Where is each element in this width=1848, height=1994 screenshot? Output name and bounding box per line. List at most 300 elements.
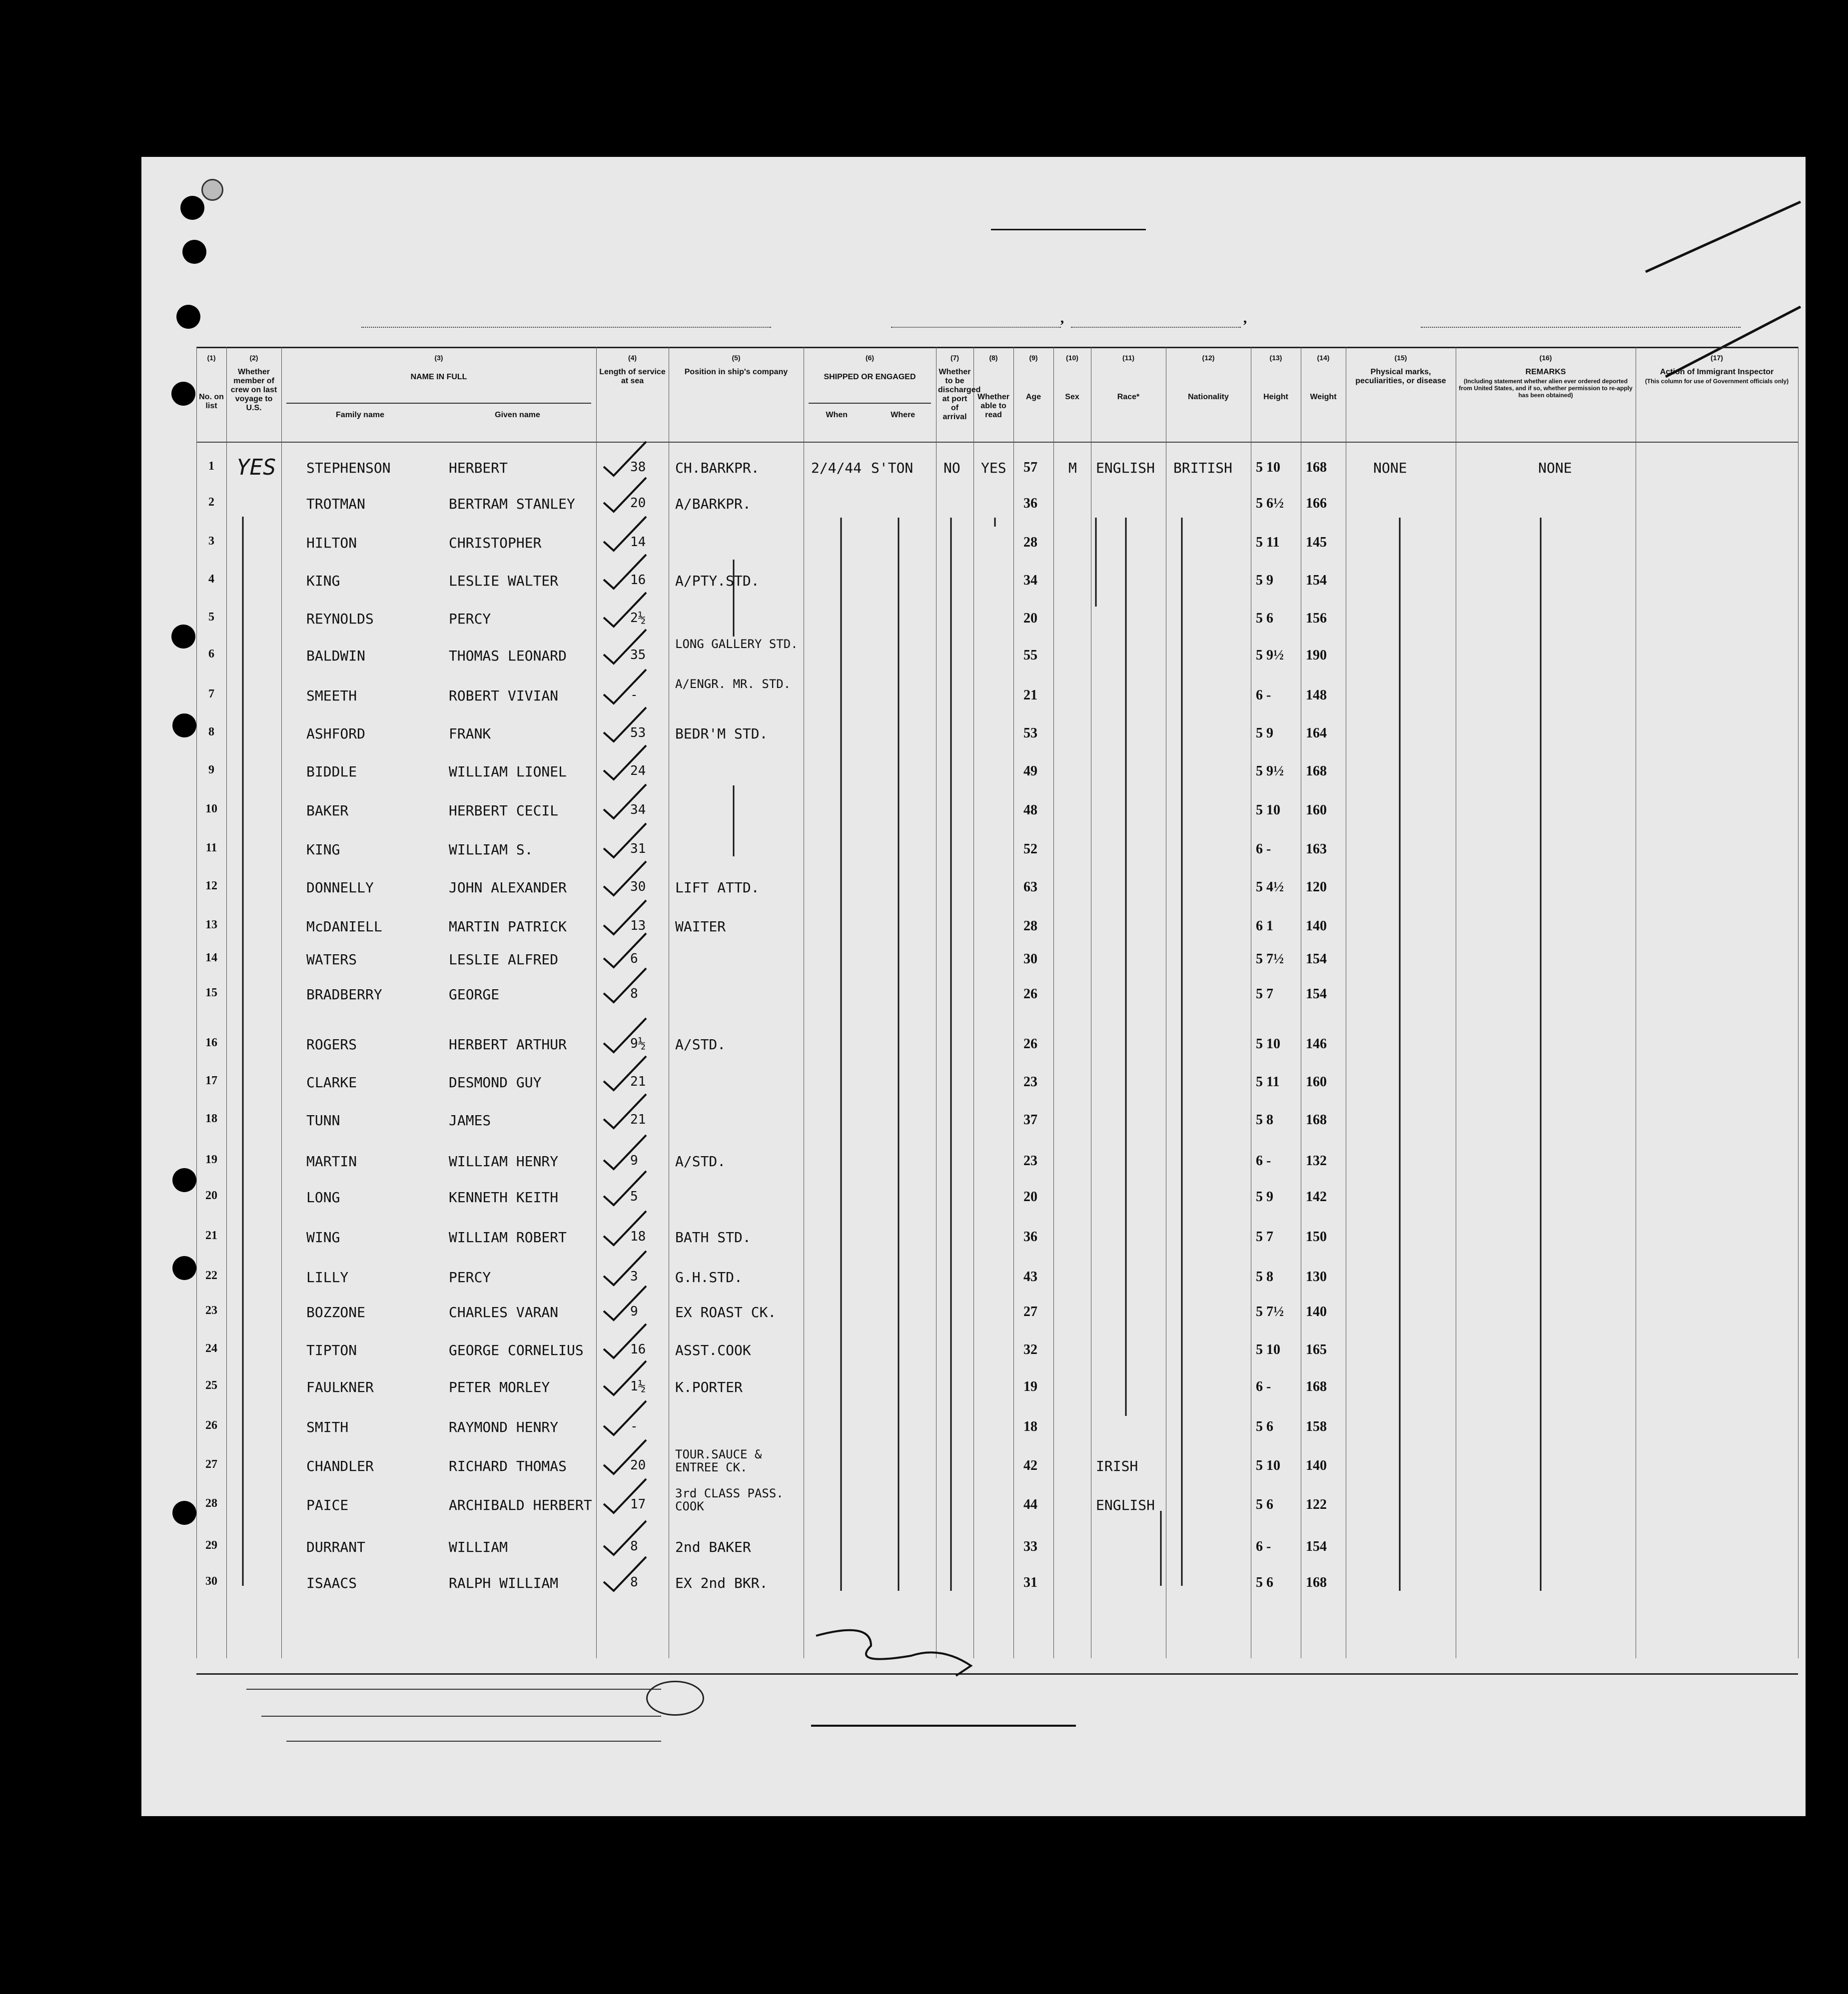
- row-number: 8: [208, 725, 214, 738]
- height: 5 6: [1256, 1497, 1273, 1512]
- length-of-service: 3: [630, 1269, 638, 1284]
- column-number: (16): [1539, 354, 1552, 362]
- column-header: Length of service at sea: [599, 368, 666, 385]
- punch-hole: [171, 625, 195, 649]
- race: ENGLISH: [1096, 460, 1155, 476]
- column-number: (13): [1269, 354, 1282, 362]
- column-number: (11): [1122, 354, 1135, 362]
- column-header-note: (Including statement whether alien ever ordered deported from United States, and if so, whether permission to re-apply has been obtained): [1459, 378, 1633, 399]
- weight: 120: [1306, 879, 1327, 895]
- row-number: 11: [205, 841, 217, 854]
- family-name: BALDWIN: [306, 648, 366, 664]
- ship-position: ASST.COOK: [675, 1342, 751, 1358]
- check-mark: [604, 1479, 646, 1513]
- age: 42: [1023, 1458, 1037, 1473]
- punch-hole: [180, 196, 204, 220]
- length-of-service: 21: [630, 1112, 646, 1127]
- ship-position: 2nd BAKER: [675, 1539, 751, 1555]
- check-mark: [604, 1094, 646, 1128]
- height: 5 6½: [1256, 496, 1284, 511]
- age: 43: [1023, 1269, 1037, 1285]
- ship-position: CH.BARKPR.: [675, 460, 760, 476]
- column-header: SHIPPED OR ENGAGED: [824, 373, 916, 381]
- column-header: NAME IN FULL: [410, 373, 467, 381]
- race: IRISH: [1096, 1458, 1138, 1474]
- family-name: McDANIELL: [306, 918, 382, 935]
- age: 57: [1023, 460, 1037, 475]
- length-of-service: 6: [630, 951, 638, 966]
- column-number: (2): [249, 354, 258, 362]
- title-underline: [991, 229, 1146, 230]
- column-header: No. on list: [199, 393, 224, 410]
- shipped-when: 2/4/44: [811, 460, 862, 476]
- column-number: (1): [207, 354, 216, 362]
- column-header: Race*: [1117, 393, 1140, 401]
- height: 5 8: [1256, 1269, 1273, 1285]
- family-name: WATERS: [306, 951, 357, 968]
- ship-position: EX ROAST CK.: [675, 1304, 777, 1321]
- row-number: 30: [205, 1575, 217, 1588]
- given-name: RICHARD THOMAS: [449, 1458, 567, 1474]
- age: 36: [1023, 1229, 1037, 1245]
- weight: 165: [1306, 1342, 1327, 1357]
- given-name: ROBERT VIVIAN: [449, 687, 559, 704]
- age: 63: [1023, 879, 1037, 895]
- family-name: TUNN: [306, 1112, 340, 1129]
- length-of-service: 21: [630, 1074, 646, 1089]
- length-of-service: 53: [630, 725, 646, 740]
- weight: 122: [1306, 1497, 1327, 1512]
- weight: 154: [1306, 951, 1327, 967]
- column-number: (15): [1394, 354, 1407, 362]
- height: 6 -: [1256, 687, 1271, 703]
- length-of-service: 16: [630, 1342, 646, 1357]
- column-number: (14): [1317, 354, 1330, 362]
- length-of-service: 8: [630, 986, 638, 1001]
- given-name: KENNETH KEITH: [449, 1189, 559, 1206]
- check-mark: [604, 707, 646, 741]
- length-of-service: 13: [630, 918, 646, 933]
- column-header: REMARKS: [1525, 368, 1566, 376]
- length-of-service: 17: [630, 1497, 646, 1512]
- family-name: BRADBERRY: [306, 986, 382, 1003]
- weight: 156: [1306, 611, 1327, 626]
- check-mark: [604, 1557, 646, 1591]
- family-name: REYNOLDS: [306, 611, 374, 627]
- height: 5 10: [1256, 1036, 1280, 1052]
- weight: 158: [1306, 1419, 1327, 1434]
- length-of-service: 35: [630, 648, 646, 663]
- weight: 168: [1306, 1575, 1327, 1590]
- column-header: Sex: [1065, 393, 1079, 401]
- age: 36: [1023, 496, 1037, 511]
- check-mark: [604, 593, 646, 627]
- family-name: LONG: [306, 1189, 340, 1206]
- weight: 168: [1306, 1112, 1327, 1128]
- age: 32: [1023, 1342, 1037, 1357]
- column-header-note: (This column for use of Government officials only): [1645, 378, 1789, 385]
- given-name: WILLIAM ROBERT: [449, 1229, 567, 1246]
- row-number: 27: [205, 1458, 217, 1471]
- check-mark: [604, 1171, 646, 1205]
- height: 5 6: [1256, 611, 1273, 626]
- sex: M: [1068, 460, 1077, 476]
- height: 6 -: [1256, 841, 1271, 857]
- age: 28: [1023, 535, 1037, 550]
- height: 5 6: [1256, 1419, 1273, 1434]
- height: 5 4½: [1256, 879, 1284, 895]
- check-mark: [604, 1211, 646, 1245]
- length-of-service: -: [630, 687, 638, 702]
- row-number: 21: [205, 1229, 217, 1242]
- column-header: Weight: [1310, 393, 1337, 401]
- family-name: ROGERS: [306, 1036, 357, 1053]
- discharge-at-port: NO: [943, 460, 960, 476]
- ship-position: A/PTY.STD.: [675, 573, 760, 589]
- height: 5 7: [1256, 986, 1273, 1002]
- check-mark: [604, 1251, 646, 1285]
- age: 37: [1023, 1112, 1037, 1128]
- column-header: Whether to be discharged at port of arrival: [938, 368, 981, 421]
- given-name: JOHN ALEXANDER: [449, 879, 567, 896]
- check-mark: [604, 630, 646, 664]
- row-number: 20: [205, 1189, 217, 1202]
- weight: 145: [1306, 535, 1327, 550]
- row-number: 2: [208, 496, 214, 509]
- age: 34: [1023, 573, 1037, 588]
- age: 30: [1023, 951, 1037, 967]
- length-of-service: 20: [630, 1458, 646, 1473]
- row-number: 16: [205, 1036, 217, 1049]
- column-subheader: Family name: [336, 411, 384, 419]
- height: 5 10: [1256, 1342, 1280, 1357]
- weight: 168: [1306, 763, 1327, 779]
- given-name: THOMAS LEONARD: [449, 648, 567, 664]
- height: 5 9½: [1256, 763, 1284, 779]
- family-name: TROTMAN: [306, 496, 366, 512]
- height: 5 7: [1256, 1229, 1273, 1245]
- check-mark: [604, 1521, 646, 1555]
- column-number: (4): [628, 354, 637, 362]
- punch-hole: [172, 1256, 196, 1280]
- check-mark: [604, 1324, 646, 1358]
- given-name: CHARLES VARAN: [449, 1304, 559, 1321]
- height: 5 8: [1256, 1112, 1273, 1128]
- ship-position: G.H.STD.: [675, 1269, 743, 1286]
- row-number: 28: [205, 1497, 217, 1510]
- given-name: GEORGE CORNELIUS: [449, 1342, 584, 1358]
- family-name: SMEETH: [306, 687, 357, 704]
- prior-voyage-yes: YES: [236, 455, 276, 480]
- remarks: NONE: [1538, 460, 1572, 476]
- weight: 168: [1306, 460, 1327, 475]
- ship-position: BATH STD.: [675, 1229, 751, 1246]
- given-name: BERTRAM STANLEY: [449, 496, 575, 512]
- family-name: BIDDLE: [306, 763, 357, 780]
- family-name: HILTON: [306, 535, 357, 551]
- physical-marks: NONE: [1373, 460, 1407, 476]
- column-number: (7): [950, 354, 959, 362]
- weight: 140: [1306, 1458, 1327, 1473]
- age: 20: [1023, 1189, 1037, 1205]
- column-number: (8): [989, 354, 998, 362]
- check-mark: [604, 669, 646, 703]
- signature-flourish: [811, 1626, 1121, 1756]
- family-name: STEPHENSON: [306, 460, 391, 476]
- given-name: LESLIE ALFRED: [449, 951, 559, 968]
- age: 28: [1023, 918, 1037, 934]
- check-mark: [604, 1401, 646, 1435]
- given-name: WILLIAM S.: [449, 841, 533, 858]
- column-subheader: When: [826, 411, 848, 419]
- length-of-service: 34: [630, 802, 646, 817]
- height: 6 -: [1256, 1153, 1271, 1169]
- age: 49: [1023, 763, 1037, 779]
- length-of-service: 2½: [630, 611, 646, 626]
- given-name: CHRISTOPHER: [449, 535, 542, 551]
- given-name: RALPH WILLIAM: [449, 1575, 559, 1591]
- check-mark: [604, 933, 646, 967]
- given-name: FRANK: [449, 725, 491, 742]
- crew-count-circled: [646, 1681, 704, 1716]
- height: 5 11: [1256, 1074, 1280, 1090]
- height: 5 9: [1256, 1189, 1273, 1205]
- punch-hole: [176, 305, 200, 329]
- age: 23: [1023, 1153, 1037, 1169]
- punch-hole: [182, 240, 206, 264]
- length-of-service: 8: [630, 1575, 638, 1590]
- family-name: LILLY: [306, 1269, 349, 1286]
- weight: 146: [1306, 1036, 1327, 1052]
- height: 6 1: [1256, 918, 1273, 934]
- family-name: MARTIN: [306, 1153, 357, 1170]
- check-mark: [604, 517, 646, 551]
- given-name: HERBERT ARTHUR: [449, 1036, 567, 1053]
- column-number: (9): [1029, 354, 1038, 362]
- age: 19: [1023, 1379, 1037, 1394]
- weight: 148: [1306, 687, 1327, 703]
- ship-position: A/BARKPR.: [675, 496, 751, 512]
- family-name: BAKER: [306, 802, 349, 819]
- age: 26: [1023, 986, 1037, 1002]
- length-of-service: 9: [630, 1153, 638, 1168]
- age: 20: [1023, 611, 1037, 626]
- column-header: Age: [1025, 393, 1041, 401]
- column-header: Physical marks, peculiarities, or disease: [1355, 368, 1446, 385]
- length-of-service: -: [630, 1419, 638, 1434]
- check-mark: [604, 1018, 646, 1052]
- given-name: MARTIN PATRICK: [449, 918, 567, 935]
- family-name: CLARKE: [306, 1074, 357, 1091]
- able-to-read: YES: [981, 460, 1006, 476]
- ship-position: WAITER: [675, 918, 726, 935]
- nationality: BRITISH: [1173, 460, 1233, 476]
- given-name: WILLIAM LIONEL: [449, 763, 567, 780]
- row-number: 7: [208, 687, 214, 700]
- length-of-service: 9½: [630, 1036, 646, 1051]
- given-name: HERBERT: [449, 460, 508, 476]
- given-name: LESLIE WALTER: [449, 573, 559, 589]
- column-number: (17): [1711, 354, 1723, 362]
- length-of-service: 30: [630, 879, 646, 894]
- weight: 160: [1306, 802, 1327, 818]
- column-number: (10): [1066, 354, 1078, 362]
- height: 5 9½: [1256, 648, 1284, 663]
- given-name: GEORGE: [449, 986, 500, 1003]
- row-number: 12: [205, 879, 217, 892]
- column-number: (12): [1202, 354, 1215, 362]
- age: 18: [1023, 1419, 1037, 1434]
- given-name: JAMES: [449, 1112, 491, 1129]
- sheet-number-block: [1616, 183, 1624, 224]
- row-number: 9: [208, 763, 214, 776]
- family-name: PAICE: [306, 1497, 349, 1513]
- row-number: 10: [205, 802, 217, 815]
- length-of-service: 16: [630, 573, 646, 588]
- age: 27: [1023, 1304, 1037, 1320]
- row-number: 19: [205, 1153, 217, 1166]
- length-of-service: 18: [630, 1229, 646, 1244]
- check-mark: [604, 1440, 646, 1474]
- age: 26: [1023, 1036, 1037, 1052]
- row-number: 3: [208, 535, 214, 548]
- row-number: 18: [205, 1112, 217, 1125]
- column-header: Whether member of crew on last voyage to U.S.: [230, 368, 277, 412]
- column-subheader: Given name: [495, 411, 540, 419]
- shipped-where: S'TON: [871, 460, 914, 476]
- weight: 164: [1306, 725, 1327, 741]
- height: 5 6: [1256, 1575, 1273, 1590]
- given-name: WILLIAM: [449, 1539, 508, 1555]
- manifest-sheet: , , (1) No. on list (2) Whether member of crew on last voyage to U.S. (3) NAME IN FULL Family name Given name (4) Length of service at sea (5) Position in ship's company (6) SHIPPED OR ENGAGED When Where (7) Whether to be discharged at port of arrival (8) Whether able to read (9) Age (10) Sex (11) Race* (12) Nationality (13) Height (14) Weight (15) Physical marks, peculiarities, or disease (16) REMARKS (Including statement whether alien ever ordered deported from United States, and if so, whether permission to re-apply has been obtained) (17) Action of Immigrant Inspector (This column for use of Government officials only) 1 YES STEPHENSON HERBERT 38 CH.BARKPR. 2/4/44 S'TON NO YES 57 M ENGLISH BRITISH 5 10 168 NONE NONE 2 TROTMAN BERTRAM STANLEY 20 A/BARKPR. 36 5 6½ 166 3 HILTON CHRISTOPHER 14 28 5 11 145 4 KING LESLIE WALTER 16 A/PTY.STD. 34 5 9 154 5 REYNOLDS PERCY 2½ 20 5 6 156 6 BALDWIN THOMAS LEONARD 35 LONG GALLERY STD. 55 5 9½ 190 7 SMEETH ROBERT VIVIAN - A/ENGR. MR. STD. 21 6 - 148 8 ASHFORD FRANK 53 BEDR'M STD. 53 5 9 164 9 BIDDLE WILLIAM LIONEL 24 49 5 9½ 168 10 BAKER HERBERT CECIL 34 48 5 10 160 11 KING WILLIAM S. 31 52 6 - 163 12 DONNELLY JOHN ALEXANDER 30 LIFT ATTD. 63 5 4½ 120 13 McDANIELL MARTIN PATRICK 13 WAITER 28 6 1 140 14 WATERS LESLIE ALFRED 6 30 5 7½ 154 15 BRADBERRY GEORGE 8 26 5 7 154 16 ROGERS HERBERT ARTHUR 9½ A/STD. 26 5 10 146 17 CLARKE DESMOND GUY 21 23 5 11 160 18 TUNN JAMES 21 37 5 8 168 19 MARTIN WILLIAM HENRY 9 A/STD. 23 6 - 132 20 LONG KENNETH KEITH 5 20 5 9 142 21 WING WILLIAM ROBERT 18 BATH STD. 36 5 7 150 22 LILLY PERCY 3 G.H.STD. 43 5 8 130 23 BOZZONE CHARLES VARAN 9 EX ROAST CK. 27 5 7½ 140 24 TIPTON GEORGE CORNELIUS 16 ASST.COOK 32 5 10 165 25 FAULKNER PETER MORLEY 1½ K.PORTER 19 6 - 168 26 SMITH RAYMOND HENRY - 18 5 6 158 27 CHANDLER RICHARD THOMAS 20 TOUR.SAUCE & ENTREE CK. 42 IRISH 5 10 140 28 PAICE ARCHIBALD HERBERT 17 3rd CLASS PASS. COOK 44 ENGLISH 5 6 122 29 DURRANT WILLIAM 8 2nd BAKER 33 6 - 154 30 ISAACS RALPH WILLIAM 8 EX 2nd BKR. 31 5 6 168: [141, 157, 1806, 1816]
- family-name: KING: [306, 841, 340, 858]
- row-number: 15: [205, 986, 217, 999]
- given-name: ARCHIBALD HERBERT: [449, 1497, 592, 1513]
- weight: 168: [1306, 1379, 1327, 1394]
- punch-hole: [172, 713, 196, 737]
- age: 53: [1023, 725, 1037, 741]
- length-of-service: 24: [630, 763, 646, 778]
- row-number: 29: [205, 1539, 217, 1552]
- height: 5 10: [1256, 460, 1280, 475]
- row-number: 14: [205, 951, 217, 964]
- weight: 160: [1306, 1074, 1327, 1090]
- row-number: 6: [208, 648, 214, 661]
- age: 23: [1023, 1074, 1037, 1090]
- given-name: DESMOND GUY: [449, 1074, 542, 1091]
- age: 44: [1023, 1497, 1037, 1512]
- weight: 140: [1306, 918, 1327, 934]
- check-mark: [604, 784, 646, 818]
- length-of-service: 38: [630, 460, 646, 475]
- weight: 163: [1306, 841, 1327, 857]
- age: 21: [1023, 687, 1037, 703]
- length-of-service: 14: [630, 535, 646, 550]
- weight: 140: [1306, 1304, 1327, 1320]
- family-name: FAULKNER: [306, 1379, 374, 1395]
- column-header: Position in ship's company: [684, 368, 788, 376]
- weight: 166: [1306, 496, 1327, 511]
- check-mark: [604, 900, 646, 934]
- weight: 130: [1306, 1269, 1327, 1285]
- ship-position: BEDR'M STD.: [675, 725, 768, 742]
- length-of-service: 1½: [630, 1379, 646, 1394]
- weight: 154: [1306, 986, 1327, 1002]
- row-number: 23: [205, 1304, 217, 1317]
- ship-position: LIFT ATTD.: [675, 879, 760, 896]
- height: 6 -: [1256, 1539, 1271, 1554]
- length-of-service: 5: [630, 1189, 638, 1204]
- row-number: 13: [205, 918, 217, 931]
- check-mark: [604, 1361, 646, 1395]
- length-of-service: 31: [630, 841, 646, 856]
- family-name: DURRANT: [306, 1539, 366, 1555]
- given-name: HERBERT CECIL: [449, 802, 559, 819]
- age: 52: [1023, 841, 1037, 857]
- family-name: KING: [306, 573, 340, 589]
- check-mark: [604, 745, 646, 779]
- height: 5 9: [1256, 573, 1273, 588]
- check-mark: [604, 1056, 646, 1090]
- row-number: 5: [208, 611, 214, 624]
- length-of-service: 8: [630, 1539, 638, 1554]
- row-number: 22: [205, 1269, 217, 1282]
- family-name: DONNELLY: [306, 879, 374, 896]
- column-subheader: Where: [891, 411, 916, 419]
- family-name: BOZZONE: [306, 1304, 366, 1321]
- column-header: Action of Immigrant Inspector: [1660, 368, 1774, 376]
- check-mark: [604, 1135, 646, 1169]
- column-number: (6): [865, 354, 875, 362]
- age: 33: [1023, 1539, 1037, 1554]
- race: ENGLISH: [1096, 1497, 1155, 1513]
- punch-hole: [171, 382, 195, 406]
- punch-hole: [172, 1168, 196, 1192]
- ship-position: LONG GALLERY STD.: [675, 637, 798, 651]
- family-name: WING: [306, 1229, 340, 1246]
- weight: 190: [1306, 648, 1327, 663]
- family-name: TIPTON: [306, 1342, 357, 1358]
- row-number: 25: [205, 1379, 217, 1392]
- row-number: 17: [205, 1074, 217, 1087]
- given-name: WILLIAM HENRY: [449, 1153, 559, 1170]
- weight: 154: [1306, 1539, 1327, 1554]
- check-mark: [604, 861, 646, 895]
- handwritten-marks: [196, 347, 1798, 1666]
- column-header: Nationality: [1188, 393, 1229, 401]
- family-name: ASHFORD: [306, 725, 366, 742]
- height: 5 7½: [1256, 951, 1284, 967]
- age: 55: [1023, 648, 1037, 663]
- height: 5 7½: [1256, 1304, 1284, 1320]
- row-number: 26: [205, 1419, 217, 1432]
- length-of-service: 20: [630, 496, 646, 511]
- column-rule: [1798, 347, 1799, 1658]
- check-mark: [604, 823, 646, 857]
- weight: 154: [1306, 573, 1327, 588]
- row-number: 24: [205, 1342, 217, 1355]
- ship-position: K.PORTER: [675, 1379, 743, 1395]
- ship-position: A/STD.: [675, 1153, 726, 1170]
- ship-position: A/STD.: [675, 1036, 726, 1053]
- weight: 150: [1306, 1229, 1327, 1245]
- punch-hole: [172, 1501, 196, 1525]
- age: 31: [1023, 1575, 1037, 1590]
- ship-position: A/ENGR. MR. STD.: [675, 677, 791, 691]
- height: 5 9: [1256, 725, 1273, 741]
- row-number: 1: [208, 460, 214, 473]
- ship-position: 3rd CLASS PASS. COOK: [675, 1486, 784, 1513]
